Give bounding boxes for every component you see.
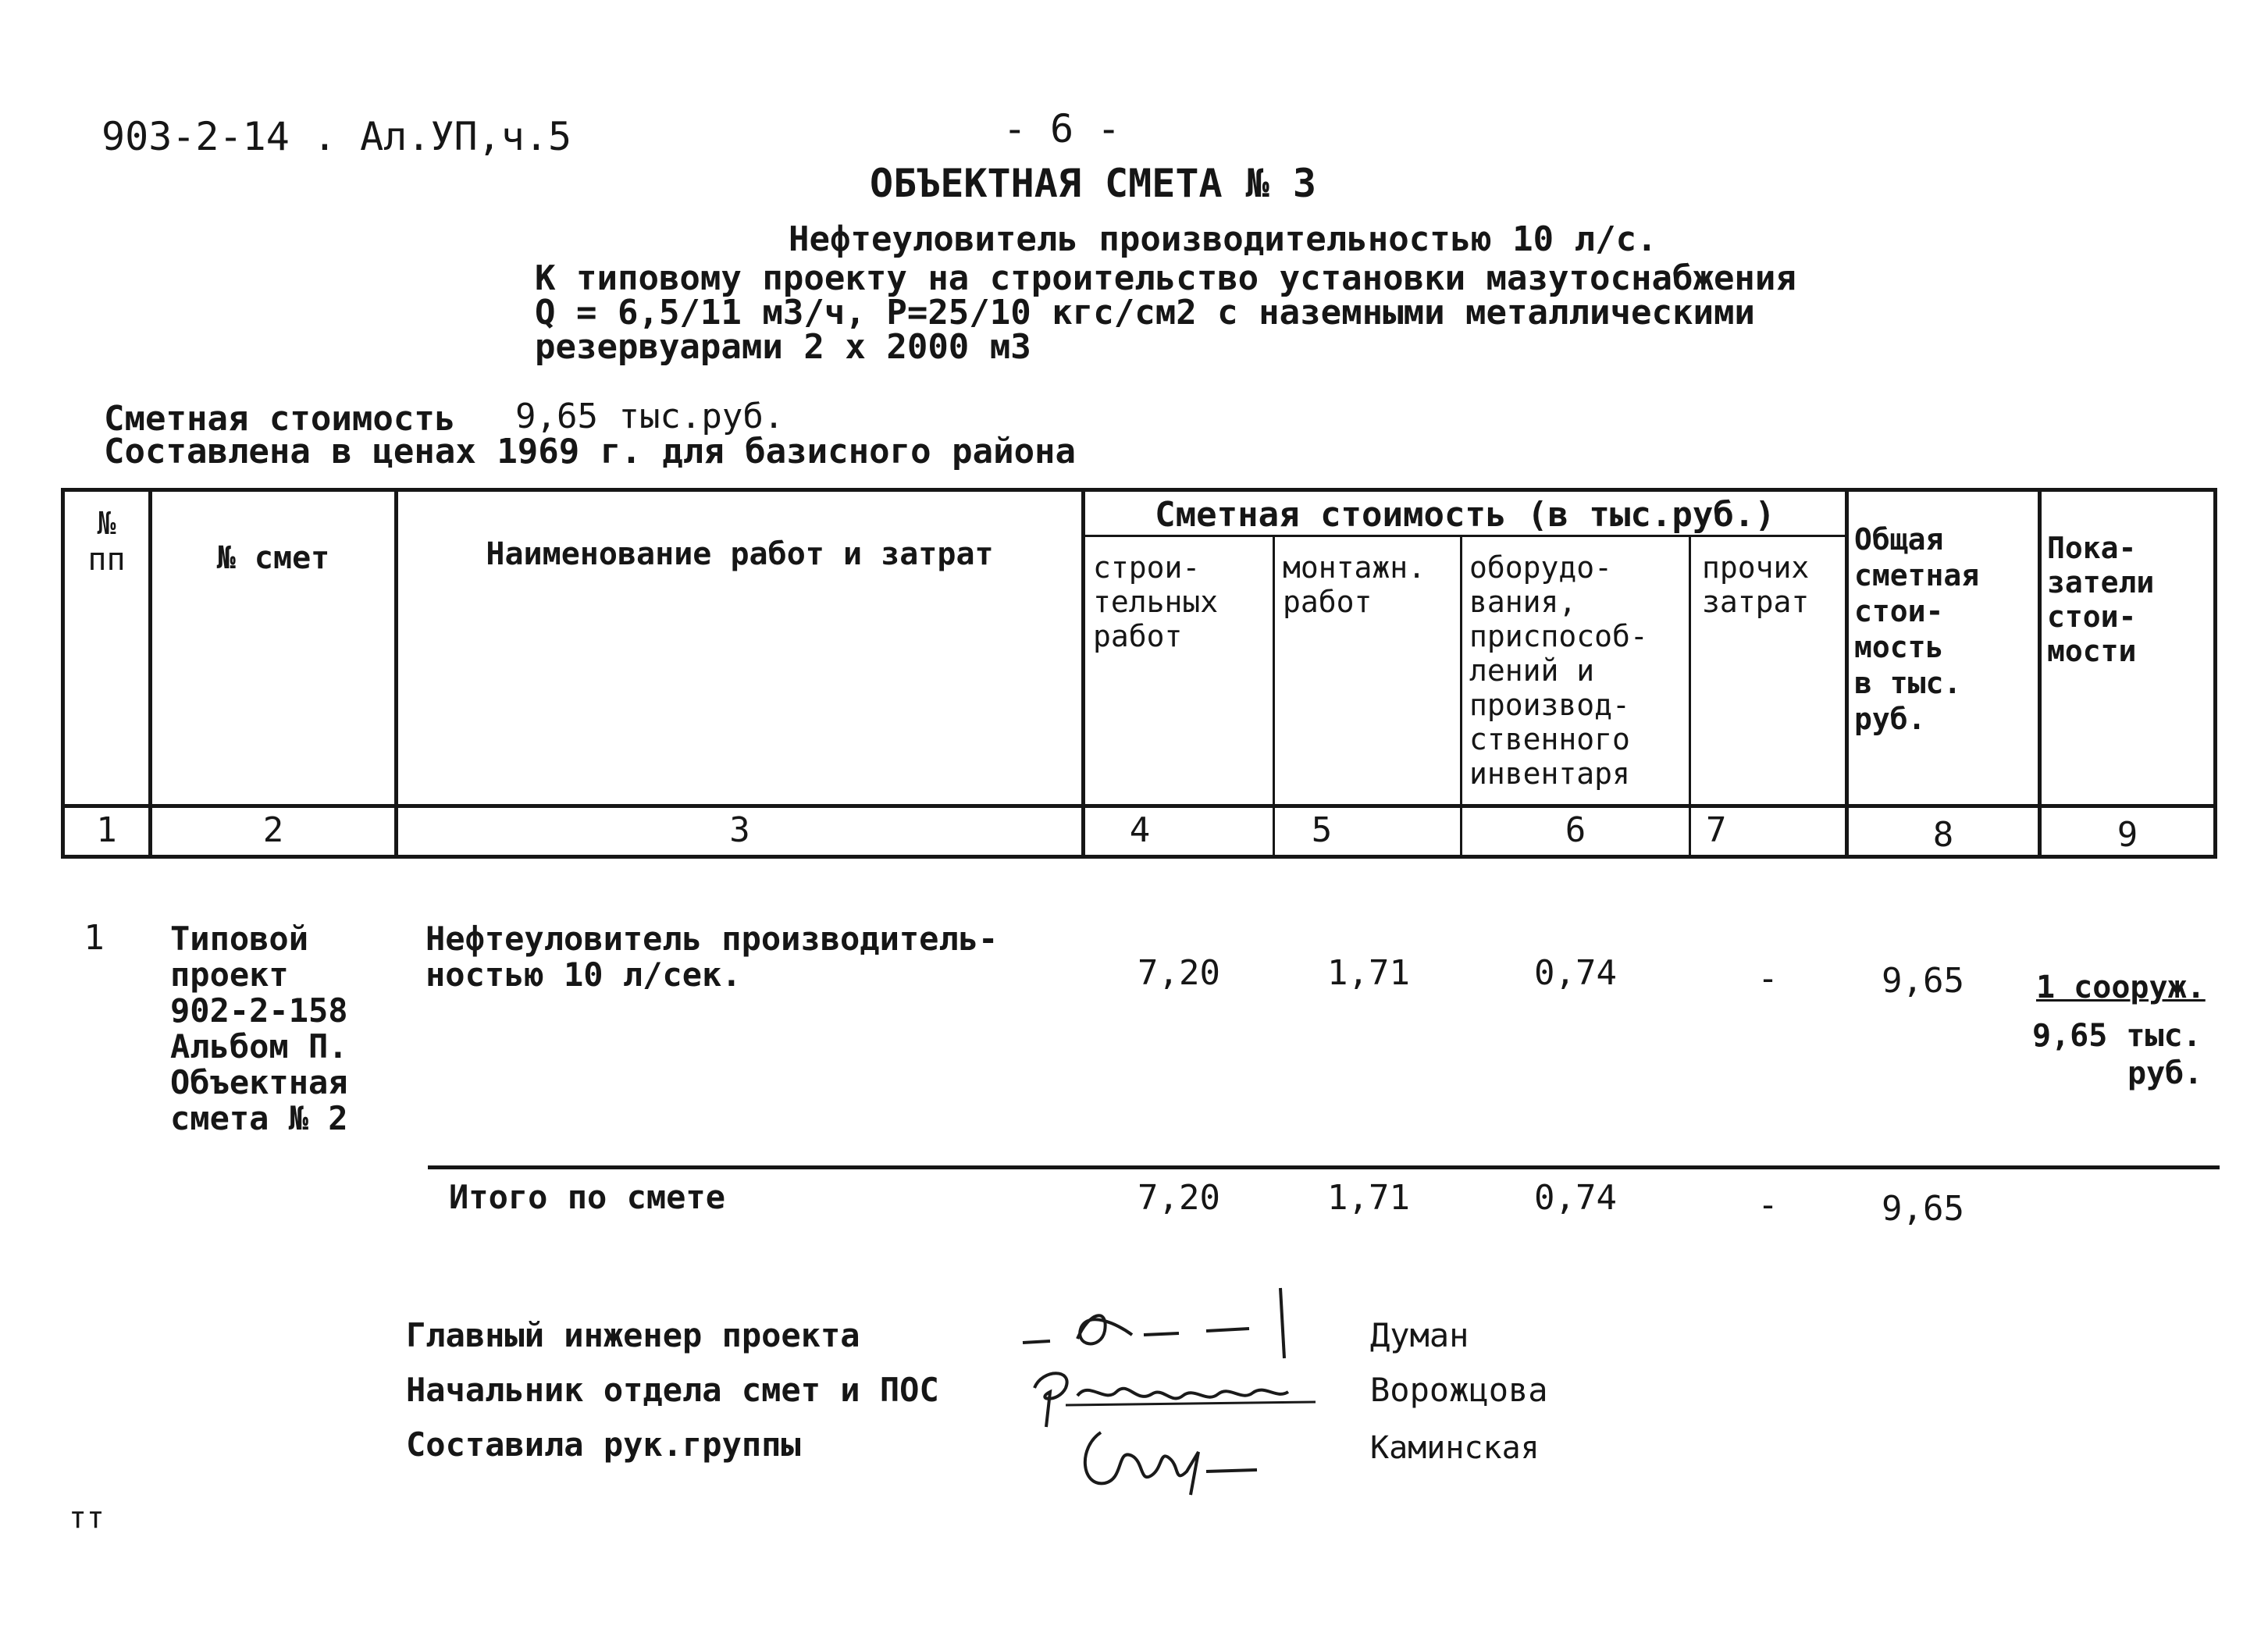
smeta-line: проект: [170, 955, 289, 994]
col-divider: [1460, 535, 1462, 859]
col-number: 2: [262, 810, 284, 850]
col-number: 5: [1311, 810, 1333, 850]
col-divider: [1273, 535, 1275, 859]
header-line: производ-: [1469, 688, 1630, 722]
row-indicator-value: 9,65 тыс.: [2032, 1018, 2202, 1054]
col-divider: [1081, 488, 1085, 859]
document-title: ОБЪЕКТНАЯ СМЕТА № 3: [870, 161, 1316, 206]
header-line: сметная: [1854, 558, 1980, 592]
header-smeta-number: № смет: [216, 540, 330, 576]
col-number: 4: [1129, 810, 1151, 850]
header-line: работ: [1093, 619, 1183, 653]
col-number: 8: [1932, 815, 1954, 855]
header-line: мости: [2047, 634, 2137, 668]
totals-equipment: 0,74: [1534, 1178, 1617, 1218]
header-cost-indicators: [2047, 531, 2154, 668]
footer-mark: тт: [69, 1500, 105, 1535]
header-line: Пока-: [2047, 531, 2137, 565]
smeta-line: смета № 2: [170, 1099, 348, 1137]
project-line: Q = 6,5/11 м3/ч, Р=25/10 кгс/см2 с наземными металлическими: [535, 293, 1755, 333]
cost-label: Сметная стоимость: [104, 399, 456, 439]
header-equipment: [1469, 550, 1648, 791]
header-line: инвентаря: [1469, 756, 1630, 791]
signatory-name: Каминская: [1370, 1430, 1540, 1466]
header-total-cost: [1854, 521, 1979, 737]
header-line: прочих: [1702, 550, 1810, 585]
header-installation: [1283, 550, 1426, 619]
col-number: 1: [96, 810, 117, 850]
header-line: пп: [87, 542, 126, 578]
row-equipment-cost: 0,74: [1534, 953, 1617, 993]
header-line: работ: [1283, 585, 1373, 619]
table-top-border: [61, 488, 2217, 492]
col-number: 6: [1565, 810, 1586, 850]
col-divider: [1845, 488, 1849, 859]
group-header-underline: [1081, 535, 1845, 537]
prices-line: Составлена в ценах 1969 г. для базисного района: [104, 432, 1077, 471]
header-bottom-border: [61, 804, 2217, 808]
totals-construction: 7,20: [1138, 1178, 1220, 1218]
signature-role: Начальник отдела смет и ПОС: [406, 1371, 939, 1409]
header-row-number: [65, 506, 148, 578]
cost-value: 9,65 тыс.руб.: [515, 397, 785, 436]
name-line: Нефтеуловитель производитель-: [425, 920, 999, 958]
header-line: затрат: [1702, 585, 1810, 619]
header-line: стои-: [2047, 600, 2137, 634]
header-cost-group: Сметная стоимость (в тыс.руб.): [1155, 495, 1775, 535]
header-line: монтажн.: [1283, 550, 1426, 585]
signature-role: Составила рук.группы: [406, 1425, 801, 1464]
totals-other: -: [1757, 1185, 1778, 1225]
row-construction-cost: 7,20: [1138, 953, 1220, 993]
totals-divider: [428, 1165, 2220, 1169]
header-line: тельных: [1093, 585, 1219, 619]
project-line: резервуарами 2 х 2000 м3: [535, 327, 1031, 367]
col-divider: [2038, 488, 2042, 859]
col-number: 7: [1706, 810, 1727, 850]
row-installation-cost: 1,71: [1327, 953, 1410, 993]
row-number: 1: [84, 918, 105, 958]
row-indicator-currency: руб.: [2127, 1055, 2203, 1091]
signatory-name: Ворожцова: [1370, 1371, 1548, 1409]
name-line: ностью 10 л/сек.: [425, 955, 742, 994]
handwritten-signature: [1070, 1417, 1273, 1503]
handwritten-signature: [1015, 1280, 1304, 1366]
header-line: приспособ-: [1469, 619, 1648, 653]
document-subtitle: Нефтеуловитель производительностью 10 л/с.: [789, 219, 1657, 259]
header-other-costs: [1702, 550, 1809, 619]
header-line: затели: [2047, 565, 2155, 600]
header-line: в тыс.: [1854, 666, 1962, 700]
signatory-name: Думан: [1370, 1316, 1469, 1354]
row-work-name: [425, 921, 998, 993]
totals-label: Итого по смете: [449, 1178, 726, 1216]
header-line: вания,: [1469, 585, 1577, 619]
header-line: строи-: [1093, 550, 1201, 585]
signature-role: Главный инженер проекта: [406, 1316, 860, 1354]
row-smeta-reference: [170, 921, 348, 1137]
col-number: 9: [2117, 815, 2138, 855]
project-line: К типовому проекту на строительство установки мазутоснабжения: [535, 258, 1796, 298]
header-line: руб.: [1854, 702, 1926, 736]
header-line: №: [97, 506, 116, 542]
header-line: мость: [1854, 630, 1944, 664]
header-work-name: Наименование работ и затрат: [486, 536, 994, 572]
project-description: [535, 258, 1796, 367]
page-marker: - 6 -: [1002, 106, 1121, 151]
smeta-line: Типовой: [170, 920, 309, 958]
header-line: оборудо-: [1469, 550, 1613, 585]
col-number: 3: [729, 810, 750, 850]
totals-total: 9,65: [1882, 1189, 1964, 1229]
header-line: Общая: [1854, 522, 1944, 557]
row-other-cost: -: [1757, 959, 1778, 998]
col-number-bottom-border: [61, 855, 2217, 859]
smeta-line: 902-2-158: [170, 991, 348, 1030]
smeta-line: Альбом П.: [170, 1027, 348, 1066]
table-right-border: [2213, 488, 2217, 859]
header-construction: [1093, 550, 1218, 653]
col-divider: [1689, 535, 1691, 859]
row-indicator-unit: 1 сооруж.: [2036, 970, 2206, 1005]
header-line: стои-: [1854, 594, 1944, 628]
header-line: ственного: [1469, 722, 1630, 756]
totals-installation: 1,71: [1327, 1178, 1410, 1218]
header-line: лений и: [1469, 653, 1595, 688]
row-total-cost: 9,65: [1882, 961, 1964, 1001]
document-code: 903-2-14 . Ал.УП,ч.5: [101, 114, 572, 159]
smeta-line: Объектная: [170, 1063, 348, 1101]
